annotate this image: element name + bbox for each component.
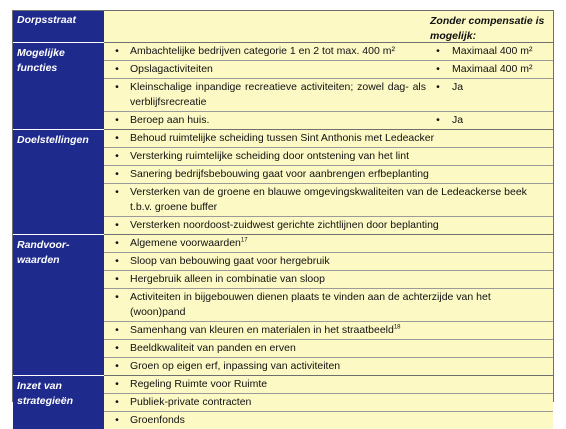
section-body-mogelijke-functies xyxy=(104,43,553,130)
bullet: • xyxy=(436,81,440,93)
table-row xyxy=(104,79,553,112)
row-text: Samenhang van kleuren en materialen in het straatbeeld xyxy=(130,324,394,336)
row-text: Beroep aan huis. xyxy=(130,114,210,126)
table-row xyxy=(104,412,553,429)
table-row xyxy=(104,184,553,217)
row-text-container xyxy=(130,235,553,252)
row-text: Behoud ruimtelijke scheiding tussen Sint Anthonis met Ledeacker xyxy=(130,132,435,144)
table-row xyxy=(104,340,553,358)
table-row xyxy=(104,61,553,79)
policy-table xyxy=(12,10,554,426)
row-value: Ja xyxy=(452,114,464,126)
section-label-randvoorwaarden xyxy=(13,235,104,376)
bullet: • xyxy=(115,219,119,231)
compensatie-heading-line: mogelijk: xyxy=(430,30,477,42)
row-text: Groenfonds xyxy=(130,414,185,426)
footnote-ref: 17 xyxy=(240,237,248,244)
bullet: • xyxy=(115,291,119,303)
bullet: • xyxy=(436,63,440,75)
table-row xyxy=(104,166,553,184)
section-label-line: Mogelijke xyxy=(17,47,65,59)
bullet: • xyxy=(115,114,119,126)
bullet: • xyxy=(436,45,440,57)
table-row xyxy=(104,130,553,148)
bullet: • xyxy=(115,255,119,267)
table-row xyxy=(104,253,553,271)
table-row xyxy=(104,271,553,289)
bullet: • xyxy=(115,81,119,93)
bullet: • xyxy=(115,396,119,408)
compensatie-heading xyxy=(430,14,544,44)
compensatie-heading-line: Zonder compensatie is xyxy=(430,15,545,27)
section-label-line: Randvoor- xyxy=(17,239,70,251)
section-label-line: Inzet van xyxy=(17,380,62,392)
section-body-randvoorwaarden xyxy=(104,235,553,376)
footnote-ref: 18 xyxy=(393,324,401,331)
bullet: • xyxy=(115,186,119,198)
table-row xyxy=(104,322,553,340)
section-label-inzet-van-strategieen xyxy=(13,376,104,429)
row-text: Sloop van bebouwing gaat voor hergebruik xyxy=(130,255,330,267)
row-text: Regeling Ruimte voor Ruimte xyxy=(130,378,268,390)
table-row xyxy=(104,43,553,61)
bullet: • xyxy=(115,273,119,285)
table-row xyxy=(104,289,553,322)
row-text: Versterken van de groene en blauwe omgevingskwaliteiten van de Ledeackerse beek t.b.v. groene buffer xyxy=(130,186,527,213)
table-row xyxy=(104,358,553,375)
section-body-inzet-van-strategieen xyxy=(104,376,553,429)
row-value: Ja xyxy=(452,81,464,93)
bullet: • xyxy=(115,378,119,390)
header-right xyxy=(104,11,553,43)
bullet: • xyxy=(115,237,119,249)
bullet: • xyxy=(115,150,119,162)
table-row xyxy=(104,217,553,234)
section-body-doelstellingen xyxy=(104,130,553,235)
row-text: Publiek-private contracten xyxy=(130,396,252,408)
row-text: Beeldkwaliteit van panden en erven xyxy=(130,342,296,354)
row-text: Groen op eigen erf, inpassing van activiteiten xyxy=(130,360,341,372)
section-label-line: waarden xyxy=(17,254,60,266)
bullet: • xyxy=(436,114,440,126)
bullet: • xyxy=(115,132,119,144)
table-row xyxy=(104,148,553,166)
table-row xyxy=(104,235,553,253)
row-text: Algemene voorwaarden xyxy=(130,237,241,249)
bullet: • xyxy=(115,63,119,75)
row-text: Hergebruik alleen in combinatie van sloop xyxy=(130,273,325,285)
bullet: • xyxy=(115,360,119,372)
section-label-mogelijke-functies xyxy=(13,43,104,130)
table-row xyxy=(104,112,553,129)
section-label-line: functies xyxy=(17,62,58,74)
bullet: • xyxy=(115,45,119,57)
row-text: Sanering bedrijfsbebouwing gaat voor aanbrengen erfbeplanting xyxy=(130,168,429,180)
bullet: • xyxy=(115,324,119,336)
section-label-line: strategieën xyxy=(17,395,74,407)
row-text: Activiteiten in bijgebouwen dienen plaats te vinden aan de achterzijde van het (woon)pand xyxy=(130,291,491,318)
table-row xyxy=(104,376,553,394)
row-text: Kleinschalige inpandige recreatieve activiteiten; zowel dag- als verblijfsrecreatie xyxy=(130,81,426,108)
row-text: Versterking ruimtelijke scheiding door ontstening van het lint xyxy=(130,150,409,162)
header-title: Dorpsstraat xyxy=(13,11,104,43)
row-text: Versterken noordoost-zuidwest gerichte zichtlijnen door beplanting xyxy=(130,219,439,231)
section-label-line: Doelstellingen xyxy=(17,134,89,146)
row-text-container xyxy=(130,322,553,339)
bullet: • xyxy=(115,168,119,180)
bullet: • xyxy=(115,342,119,354)
bullet: • xyxy=(115,414,119,426)
row-value: Maximaal 400 m² xyxy=(452,45,533,57)
section-label-doelstellingen xyxy=(13,130,104,235)
row-text: Opslagactiviteiten xyxy=(130,63,213,75)
row-text: Ambachtelijke bedrijven categorie 1 en 2 tot max. 400 m² xyxy=(130,45,395,57)
table-row xyxy=(104,394,553,412)
row-value: Maximaal 400 m² xyxy=(452,63,533,75)
